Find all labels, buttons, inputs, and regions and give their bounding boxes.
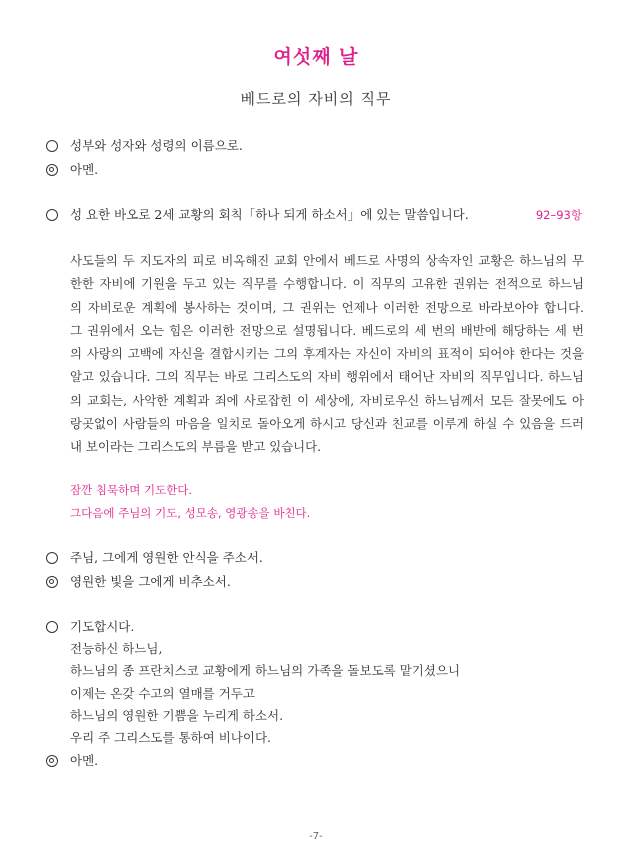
reading-paragraph — [70, 249, 584, 459]
rubric-silence: 잠깐 침묵하며 기도한다. — [70, 483, 193, 497]
double-circle-icon — [46, 164, 58, 176]
reading-line: 한한 자비에 기원을 두고 있는 직무를 수행합니다. 이 직무의 고유한 권위는 전적으로 하느님 — [70, 276, 584, 292]
page-subtitle: 베드로의 자비의 직무 — [240, 90, 392, 108]
prayer-line: 우리 주 그리스도를 통하여 비나이다. — [70, 730, 271, 746]
petition-line-2 — [46, 574, 231, 590]
prayer-line: 전능하신 하느님, — [70, 641, 163, 656]
reading-reference: 92–93항 — [535, 208, 582, 222]
prayer-body — [70, 638, 460, 749]
petition-line-1 — [46, 550, 263, 566]
prayer-closing-line — [46, 753, 98, 769]
double-circle-icon — [46, 755, 58, 767]
opening-line-1 — [46, 138, 243, 154]
prayer-line: 이제는 온갖 수고의 열매를 거두고 — [70, 685, 255, 701]
opening-text-2: 아멘. — [70, 162, 99, 177]
reading-line: 의 사랑의 고백에 자신을 결합시키는 그의 후계자는 자신이 자비의 표적이 되어야 한다는 것을 — [70, 346, 584, 362]
reading-line: 그 권위에서 오는 힘은 이러한 전망으로 설명됩니다. 베드로의 세 번의 배반에 해당하는 세 번 — [70, 322, 584, 338]
prayer-invitation-line — [46, 619, 134, 635]
circle-icon — [46, 552, 58, 564]
prayer-invitation-text: 기도합시다. — [70, 619, 135, 634]
rubric-prayers: 그다음에 주님의 기도, 성모송, 영광송을 바친다. — [70, 506, 311, 520]
reading-line: 알고 있습니다. 그의 직무는 바로 그리스도의 자비 행위에서 태어난 자비의 직무입니다. 하느님 — [70, 369, 584, 385]
reading-line: 의 자비로운 계획에 봉사하는 것이며, 그 권위는 언제나 이러한 전망으로 바라보아야 합니다. — [70, 299, 584, 315]
page-title: 여섯째 날 — [273, 46, 359, 68]
opening-text-1: 성부와 성자와 성령의 이름으로. — [70, 138, 243, 153]
circle-icon — [46, 209, 58, 221]
reading-intro-text: 성 요한 바오로 2세 교황의 회칙「하나 되게 하소서」에 있는 말씀입니다. — [70, 207, 469, 222]
petition-text-1: 주님, 그에게 영원한 안식을 주소서. — [70, 550, 263, 565]
petition-text-2: 영원한 빛을 그에게 비추소서. — [70, 574, 231, 589]
prayer-line: 하느님의 종 프란치스코 교황에게 하느님의 가족을 돌보도록 맡기셨으니 — [70, 663, 461, 679]
double-circle-icon — [46, 576, 58, 588]
circle-icon — [46, 140, 58, 152]
opening-line-2 — [46, 162, 98, 178]
reading-line: 랑곳없이 사람들의 마음을 일치로 돌아오게 하시고 당신과 친교를 이루게 하실 수 있음을 드러 — [70, 416, 584, 432]
reading-line: 내 보이라는 그리스도의 부름을 받고 있습니다. — [70, 439, 322, 455]
reading-intro-line — [46, 207, 469, 223]
prayer-closing-text: 아멘. — [70, 753, 99, 768]
prayer-line: 하느님의 영원한 기쁨을 누리게 하소서. — [70, 707, 284, 723]
reading-line: 의 교회는, 사악한 계획과 죄에 사로잡힌 이 세상에, 자비로우신 하느님께서 모든 잘못에도 아 — [70, 392, 584, 408]
page-number: -7- — [309, 831, 323, 842]
circle-icon — [46, 621, 58, 633]
reading-line: 사도들의 두 지도자의 피로 비옥해진 교회 안에서 베드로 사명의 상속자인 교황은 하느님의 무 — [70, 253, 584, 268]
